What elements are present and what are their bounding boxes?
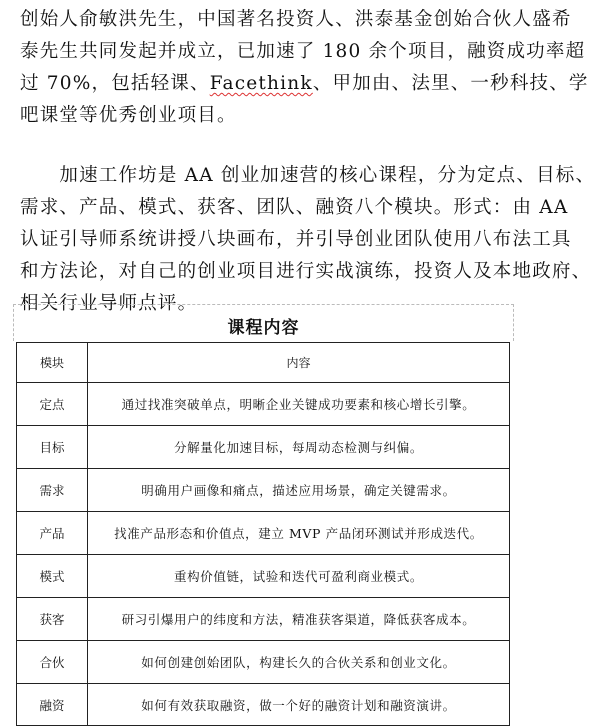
text-run: 认证引导师系统讲授八块画布，并引导创业团队使用八布法工具: [20, 229, 572, 250]
spellcheck-flagged-word: Facethink: [209, 73, 313, 94]
table-header-row: [17, 343, 510, 383]
paragraph-line: [20, 192, 569, 224]
content-cell: 找准产品形态和价值点，建立 MVP 产品闭环测试并形成迭代。: [88, 512, 510, 555]
content-cell: 研习引爆用户的纬度和方法，精准获客渠道，降低获客成本。: [88, 598, 510, 641]
module-cell: 需求: [17, 469, 88, 512]
table-row: [17, 512, 510, 555]
module-cell: 目标: [17, 426, 88, 469]
text-run: 相关行业导师点评。: [20, 293, 198, 314]
table-row: [17, 555, 510, 598]
text-run: 过 70%，包括轻课、: [20, 73, 210, 94]
table-row: [17, 598, 510, 641]
content-cell: 如何有效获取融资，做一个好的融资计划和融资演讲。: [88, 684, 510, 726]
paragraph-line: [20, 4, 572, 36]
content-cell: 明确用户画像和痛点，描述应用场景，确定关键需求。: [88, 469, 510, 512]
module-cell: 融资: [17, 684, 88, 726]
module-cell: 模式: [17, 555, 88, 598]
table-row: [17, 426, 510, 469]
content-cell: 通过找准突破单点，明晰企业关键成功要素和核心增长引擎。: [88, 383, 510, 426]
header-cell-module: 模块: [17, 343, 88, 383]
module-cell: 合伙: [17, 641, 88, 684]
text-run: 、甲加由、法里、一秒科技、学: [312, 73, 589, 94]
paragraph-line: [20, 160, 595, 192]
paragraph-line: [20, 256, 592, 288]
text-run: 吧课堂等优秀创业项目。: [20, 105, 237, 126]
paragraph-line: [20, 100, 550, 132]
text-run: 和方法论，对自己的创业项目进行实战演练，投资人及本地政府、: [20, 261, 592, 282]
intro-paragraph: [20, 4, 589, 132]
text-run: 加速工作坊是 AA 创业加速营的核心课程，分为定点、目标、: [20, 165, 595, 186]
course-table: [16, 342, 510, 726]
text-run: 需求、产品、模式、获客、团队、融资八个模块。形式：由 AA: [20, 197, 569, 218]
table-row: [17, 684, 510, 726]
content-cell: 如何创建创始团队，构建长久的合伙关系和创业文化。: [88, 641, 510, 684]
content-cell: 重构价值链，试验和迭代可盈利商业模式。: [88, 555, 510, 598]
text-run: 泰先生共同发起并成立，已加速了 180 余个项目，融资成功率超: [20, 41, 586, 62]
header-cell-content: 内容: [88, 343, 510, 383]
content-cell: 分解量化加速目标，每周动态检测与纠偏。: [88, 426, 510, 469]
module-cell: 获客: [17, 598, 88, 641]
table-row: [17, 383, 510, 426]
paragraph-line: [20, 68, 589, 100]
workshop-paragraph: [20, 160, 595, 320]
table-row: [17, 469, 510, 512]
module-cell: 定点: [17, 383, 88, 426]
table-row: [17, 641, 510, 684]
paragraph-line: [20, 36, 586, 68]
table-title: 课程内容: [227, 318, 300, 338]
text-run: 创始人俞敏洪先生，中国著名投资人、洪泰基金创始合伙人盛希: [20, 9, 572, 30]
module-cell: 产品: [17, 512, 88, 555]
table-title-box: [13, 304, 514, 341]
paragraph-line: [20, 224, 572, 256]
